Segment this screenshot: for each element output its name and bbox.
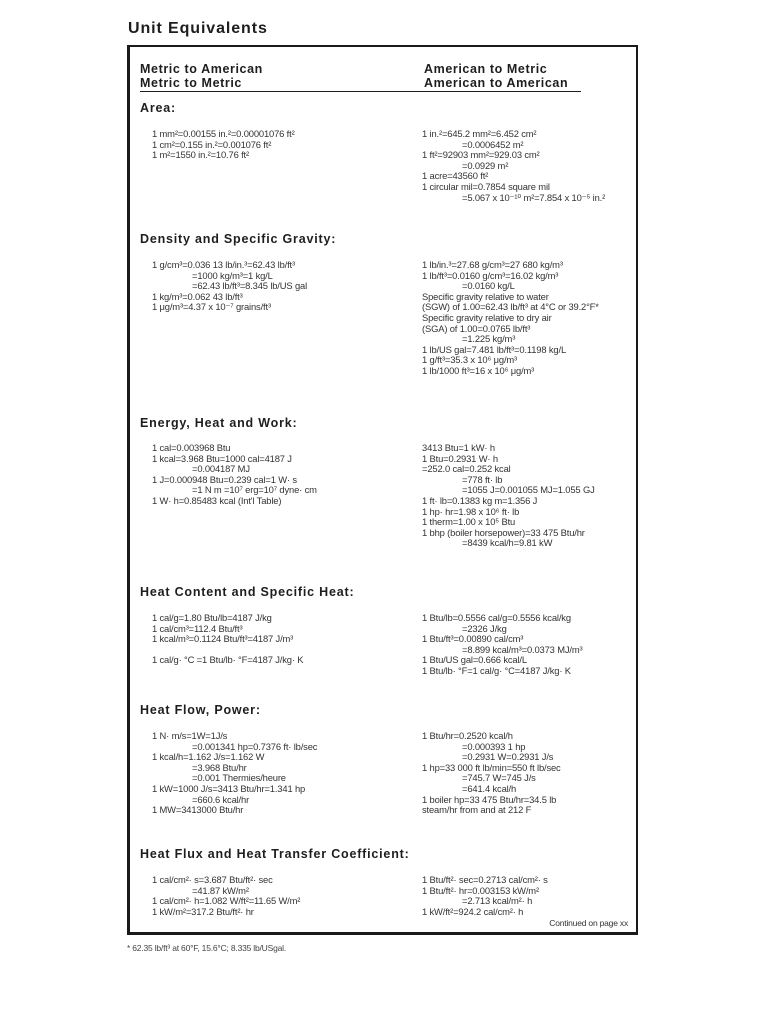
density-american-list xyxy=(422,260,599,377)
conversion-line: 1 g/cm³=0.036 13 lb/in.³=62.43 lb/ft³ xyxy=(152,259,295,270)
conversion-line: (SGW) of 1.00=62.43 lb/ft³ at 4°C or 39.2°F* xyxy=(422,301,599,313)
conversion-line: =0.0006452 m² xyxy=(462,138,524,150)
heat-flow-american-list xyxy=(422,731,561,816)
conversion-line: 1 acre=43560 ft² xyxy=(422,170,489,182)
conversion-line: 1 cal/cm³=112.4 Btu/ft³ xyxy=(152,622,243,634)
conversion-line: 1 kW/m²=317.2 Btu/ft²· hr xyxy=(152,905,254,917)
conversion-line: 1 kcal=3.968 Btu=1000 cal=4187 J xyxy=(152,452,292,464)
conversion-line: =8.899 kcal/m³=0.0373 MJ/m³ xyxy=(462,643,583,655)
conversion-line: 1 J=0.000948 Btu=0.239 cal=1 W· s xyxy=(152,473,297,485)
conversion-line: 1 cal/g=1.80 Btu/lb=4187 J/kg xyxy=(152,612,272,623)
heat-content-american-list xyxy=(422,613,583,677)
conversion-line: 1 m²=1550 in.²=10.76 ft² xyxy=(152,149,249,161)
conversion-line: 1 hp· hr=1.98 x 10⁶ ft· lb xyxy=(422,505,520,517)
conversion-line: =0.0929 m² xyxy=(462,159,509,171)
section-title-energy: Energy, Heat and Work: xyxy=(140,416,298,430)
header-american-to-american: American to American xyxy=(424,75,569,90)
section-title-heat-flux: Heat Flux and Heat Transfer Coefficient: xyxy=(140,847,410,861)
conversion-line: 1 μg/m³=4.37 x 10⁻⁷ grains/ft³ xyxy=(152,301,271,313)
conversion-line: 1 Btu/lb=0.5556 cal/g=0.5556 kcal/kg xyxy=(422,612,571,623)
page-title: Unit Equivalents xyxy=(128,20,268,37)
heat-flux-american-list xyxy=(422,875,548,917)
conversion-line: 1 cal/cm²· h=1.082 W/ft²=11.65 W/m² xyxy=(152,895,301,907)
conversion-line: =2.713 kcal/m²· h xyxy=(462,895,533,907)
footnote: * 62.35 lb/ft³ at 60°F, 15.6°C; 8.335 lb/USgal. xyxy=(127,943,286,953)
conversion-line: Specific gravity relative to water xyxy=(422,290,549,302)
conversion-line: =252.0 cal=0.252 kcal xyxy=(422,463,511,475)
conversion-line: =62.43 lb/ft³=8.345 lb/US gal xyxy=(192,280,308,292)
conversion-line: 3413 Btu=1 kW· h xyxy=(422,442,495,453)
conversion-line: 1 Btu/lb· °F=1 cal/g· °C=4187 J/kg· K xyxy=(422,664,571,676)
conversion-line: =745.7 W=745 J/s xyxy=(462,772,536,784)
conversion-line: 1 Btu/hr=0.2520 kcal/h xyxy=(422,730,513,741)
conversion-line: 1 kcal/h=1.162 J/s=1.162 W xyxy=(152,751,265,763)
conversion-line: 1 W· h=0.85483 kcal (Int'l Table) xyxy=(152,494,282,506)
conversion-line: 1 kW/ft²=924.2 cal/cm²· h xyxy=(422,905,524,917)
conversion-line: =41.87 kW/m² xyxy=(192,884,249,896)
continued-note: Continued on page xx xyxy=(549,918,628,928)
conversion-line: steam/hr from and at 212 F xyxy=(422,804,532,816)
conversion-line: =778 ft· lb xyxy=(462,473,503,485)
conversion-line: 1 cm²=0.155 in.²=0.001076 ft² xyxy=(152,138,272,150)
conversion-line: =0.001 Thermies/heure xyxy=(192,772,286,784)
area-american-list xyxy=(422,129,605,203)
heat-flow-metric-list xyxy=(152,731,317,816)
conversion-line: 1 hp=33 000 ft lb/min=550 ft lb/sec xyxy=(422,761,561,773)
conversion-line: =641.4 kcal/h xyxy=(462,782,517,794)
header-american-to-metric: American to Metric xyxy=(424,62,548,76)
conversion-line: 1 in.²=645.2 mm²=6.452 cm² xyxy=(422,128,537,139)
conversion-line: 1 circular mil=0.7854 square mil xyxy=(422,180,550,192)
energy-american-list xyxy=(422,443,595,549)
conversion-line: 1 g/ft³=35.3 x 10⁶ μg/m³ xyxy=(422,354,518,366)
conversion-line: =1055 J=0.001055 MJ=1.055 GJ xyxy=(462,484,595,496)
conversion-line: 1 therm=1.00 x 10⁵ Btu xyxy=(422,516,516,528)
conversion-line: =5.067 x 10⁻¹⁰ m²=7.854 x 10⁻⁵ in.² xyxy=(462,191,606,203)
conversion-line: (SGA) of 1.00=0.0765 lb/ft³ xyxy=(422,322,531,334)
conversion-line: 1 kcal/m³=0.1124 Btu/ft³=4187 J/m³ xyxy=(152,633,294,645)
conversion-line: 1 mm²=0.00155 in.²=0.00001076 ft² xyxy=(152,128,295,139)
density-metric-list xyxy=(152,260,307,313)
conversion-line: 1 cal=0.003968 Btu xyxy=(152,442,231,453)
conversion-line: 1 bhp (boiler horsepower)=33 475 Btu/hr xyxy=(422,526,585,538)
conversion-line: 1 N· m/s=1W=1J/s xyxy=(152,730,228,741)
energy-metric-list xyxy=(152,443,317,507)
conversion-line: 1 MW=3413000 Btu/hr xyxy=(152,804,244,816)
conversion-line: =1 N m =10⁷ erg=10⁷ dyne· cm xyxy=(192,484,317,496)
conversion-line: =1000 kg/m³=1 kg/L xyxy=(192,269,273,281)
conversion-line: 1 ft²=92903 mm²=929.03 cm² xyxy=(422,149,540,161)
section-title-area: Area: xyxy=(140,101,176,115)
conversion-line: =0.0160 kg/L xyxy=(462,280,515,292)
conversion-line: =0.001341 hp=0.7376 ft· lb/sec xyxy=(192,740,318,752)
conversion-table-box xyxy=(127,45,638,935)
conversion-line: Specific gravity relative to dry air xyxy=(422,311,552,323)
conversion-line: 1 Btu/ft²· sec=0.2713 cal/cm²· s xyxy=(422,874,548,885)
conversion-line: 1 lb/in.³=27.68 g/cm³=27 680 kg/m³ xyxy=(422,259,563,270)
header-left xyxy=(140,63,263,90)
conversion-line: 1 Btu/ft³=0.00890 cal/cm³ xyxy=(422,633,524,645)
conversion-line: 1 Btu/US gal=0.666 kcal/L xyxy=(422,654,527,666)
conversion-line: 1 boiler hp=33 475 Btu/hr=34.5 lb xyxy=(422,793,557,805)
conversion-line: =2326 J/kg xyxy=(462,622,507,634)
conversion-line: =8439 kcal/h=9.81 kW xyxy=(462,537,553,549)
conversion-line: 1 Btu/ft²· hr=0.003153 kW/m² xyxy=(422,884,539,896)
section-title-heat-content: Heat Content and Specific Heat: xyxy=(140,585,355,599)
area-metric-list xyxy=(152,129,295,161)
conversion-line: =0.000393 1 hp xyxy=(462,740,526,752)
conversion-line: 1 lb/US gal=7.481 lb/ft³=0.1198 kg/L xyxy=(422,343,567,355)
section-title-density: Density and Specific Gravity: xyxy=(140,232,337,246)
conversion-line: 1 cal/g· °C =1 Btu/lb· °F=4187 J/kg· K xyxy=(152,654,304,666)
conversion-line: 1 ft· lb=0.1383 kg m=1.356 J xyxy=(422,494,538,506)
conversion-line: 1 lb/1000 ft³=16 x 10⁶ μg/m³ xyxy=(422,364,535,376)
conversion-line: =0.2931 W=0.2931 J/s xyxy=(462,751,554,763)
conversion-line: =660.6 kcal/hr xyxy=(192,793,250,805)
conversion-line: 1 kW=1000 J/s=3413 Btu/hr=1.341 hp xyxy=(152,782,306,794)
conversion-line: 1 Btu=0.2931 W· h xyxy=(422,452,498,464)
heat-content-metric-list xyxy=(152,613,303,666)
heat-flux-metric-list xyxy=(152,875,300,917)
conversion-line: 1 lb/ft³=0.0160 g/cm³=16.02 kg/m³ xyxy=(422,269,559,281)
conversion-line: 1 cal/cm²· s=3.687 Btu/ft²· sec xyxy=(152,874,273,885)
conversion-line: =1.225 kg/m³ xyxy=(462,333,516,345)
conversion-line: 1 kg/m³=0.062 43 lb/ft³ xyxy=(152,290,243,302)
conversion-line: =3.968 Btu/hr xyxy=(192,761,247,773)
header-divider xyxy=(140,91,581,92)
header-metric-to-american: Metric to American xyxy=(140,62,263,76)
section-title-heat-flow: Heat Flow, Power: xyxy=(140,703,261,717)
header-metric-to-metric: Metric to Metric xyxy=(140,75,242,90)
header-right xyxy=(424,63,568,90)
conversion-line: =0.004187 MJ xyxy=(192,463,250,475)
